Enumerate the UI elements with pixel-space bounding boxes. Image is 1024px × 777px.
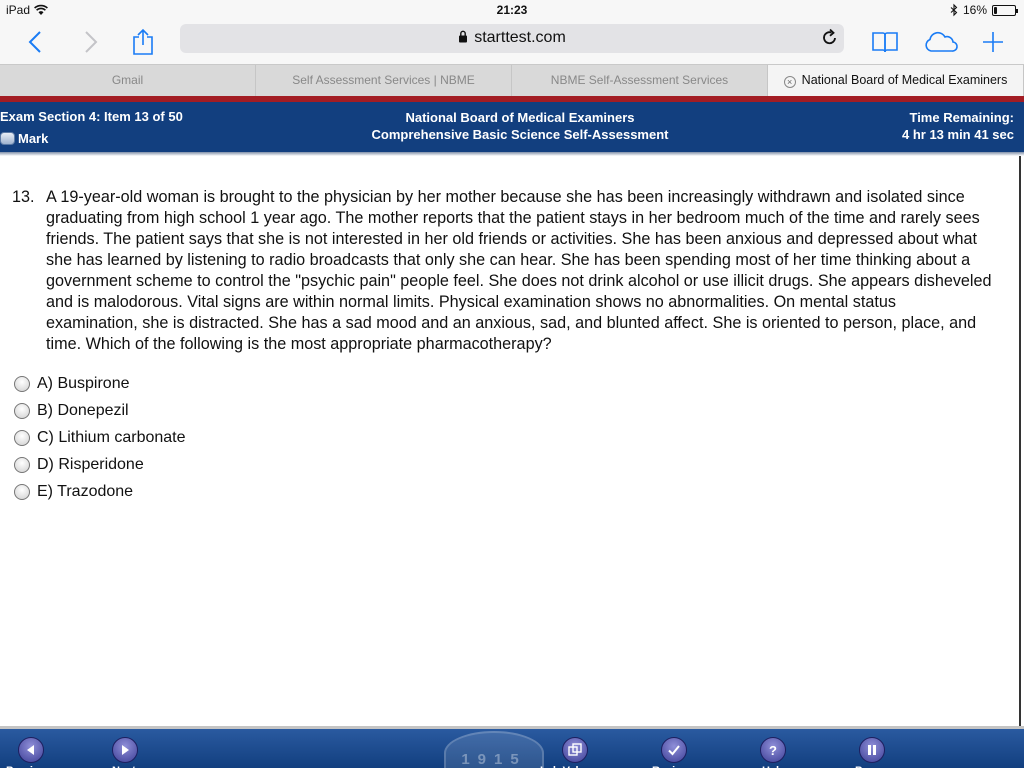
tab-nbme-active[interactable] (768, 65, 1024, 96)
pause-icon (866, 744, 878, 756)
browser-toolbar (0, 20, 1024, 64)
lab-values-label: Lab Values (540, 765, 598, 777)
reload-icon (822, 28, 838, 46)
back-button[interactable] (22, 24, 48, 60)
tab-gmail[interactable] (0, 65, 256, 96)
previous-button[interactable] (18, 737, 44, 763)
exam-header (0, 102, 1024, 152)
status-bar (0, 0, 1024, 20)
radio-button[interactable] (14, 457, 30, 473)
clock: 21:23 (496, 3, 528, 17)
reload-button[interactable] (822, 28, 838, 51)
tab-label: National Board of Medical Examiners (801, 73, 1008, 87)
answer-option-d[interactable] (14, 451, 186, 478)
radio-button[interactable] (14, 484, 30, 500)
arrow-left-icon (25, 744, 37, 756)
icloud-tabs-button[interactable] (922, 24, 960, 60)
time-remaining-label: Time Remaining: (909, 110, 1014, 125)
question-mark-icon: ? (769, 742, 777, 758)
next-label: Next (112, 765, 136, 777)
plus-icon (981, 30, 1005, 54)
chevron-left-icon (28, 30, 42, 54)
question-number: 13. (12, 188, 35, 206)
answer-options (14, 370, 186, 505)
new-tab-button[interactable] (980, 24, 1006, 60)
nbme-seal-watermark: 1915 (444, 731, 544, 775)
question-stem: A 19-year-old woman is brought to the physician by her mother because she has been increasingly withdrawn and isolated since graduating from high school 1 year ago. The mother reports that the patient stays in her bedroom much of the time and rarely sees friends. The patient says that she is not interested in her old friends or activities. She has been anxious and depressed about what she has learned by listening to radio broadcasts that only she can hear. She has been spending most of her time thinking about a government scheme to control the "psychic pain" people feel. She does not drink alcohol or use illicit drugs. She appears disheveled and is malodorous. Vital signs are within normal limits. Physical examination shows no abnormalities. On mental status examination, she is distracted. She has a sad mood and an anxious, sad, and blunted affect. She is oriented to person, place, and time. Which of the following is the most appropriate pharmacotherapy? (46, 188, 992, 353)
help-label: Help (762, 765, 786, 777)
radio-button[interactable] (14, 376, 30, 392)
bookmarks-button[interactable] (870, 24, 900, 60)
option-label: D) Risperidone (37, 455, 144, 473)
org-name: National Board of Medical Examiners (405, 110, 635, 125)
option-label: A) Buspirone (37, 374, 130, 392)
chevron-right-icon (84, 30, 98, 54)
exam-section-label: Exam Section 4: Item 13 of 50 (0, 109, 183, 124)
answer-option-a[interactable] (14, 370, 186, 397)
scrollbar-track[interactable] (1019, 156, 1021, 726)
exam-footer (0, 726, 1024, 777)
mark-label: Mark (18, 131, 49, 146)
answer-option-e[interactable] (14, 478, 186, 505)
bluetooth-icon (950, 4, 958, 16)
share-button[interactable] (130, 24, 156, 60)
tab-bar (0, 64, 1024, 96)
tab-label: NBME Self-Assessment Services (550, 73, 729, 87)
battery-icon (992, 5, 1016, 16)
share-icon (132, 28, 154, 56)
review-label: Review (652, 765, 690, 777)
help-button[interactable] (760, 737, 786, 763)
review-button[interactable] (661, 737, 687, 763)
question-block (12, 187, 992, 355)
lab-values-button[interactable] (562, 737, 588, 763)
mark-checkbox[interactable] (0, 131, 48, 146)
answer-option-c[interactable] (14, 424, 186, 451)
forward-button[interactable] (78, 24, 104, 60)
radio-button[interactable] (14, 403, 30, 419)
time-remaining-value: 4 hr 13 min 41 sec (901, 127, 1014, 142)
device-name: iPad (6, 3, 31, 17)
next-button[interactable] (112, 737, 138, 763)
address-bar[interactable] (180, 24, 844, 53)
url-text: starttest.com (474, 29, 566, 46)
pause-button[interactable] (859, 737, 885, 763)
close-tab-icon[interactable]: × (784, 76, 796, 88)
previous-label: Previous (6, 765, 53, 777)
option-label: E) Trazodone (37, 482, 134, 500)
battery-percent: 16% (962, 3, 987, 17)
tab-label: Self Assessment Services | NBME (292, 73, 475, 87)
tab-self-assessment-services[interactable] (256, 65, 512, 96)
exam-title: Comprehensive Basic Science Self-Assessment (371, 127, 669, 142)
pause-label: Pause (855, 765, 888, 777)
mark-checkbox-icon[interactable] (0, 132, 15, 145)
checkmark-icon (667, 743, 681, 757)
answer-option-b[interactable] (14, 397, 186, 424)
cloud-icon (923, 31, 959, 53)
question-panel (0, 156, 1020, 726)
lock-icon (458, 30, 468, 48)
book-icon (871, 30, 899, 54)
lab-values-icon (568, 743, 582, 757)
battery-level-fill (994, 7, 997, 14)
option-label: C) Lithium carbonate (37, 428, 186, 446)
tab-nbme-self-assessment[interactable] (512, 65, 768, 96)
tab-label: Gmail (111, 73, 144, 87)
radio-button[interactable] (14, 430, 30, 446)
option-label: B) Donepezil (37, 401, 129, 419)
arrow-right-icon (119, 744, 131, 756)
